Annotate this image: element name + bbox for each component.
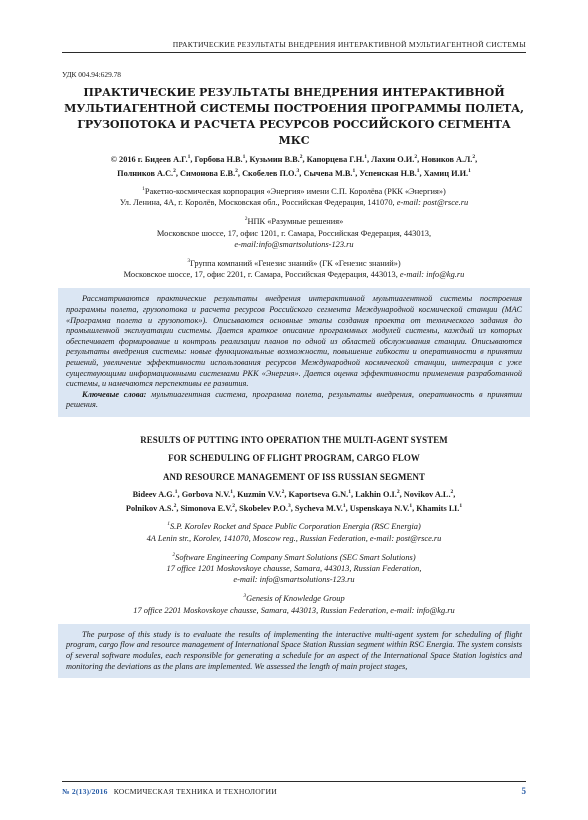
author: Бидеев А.Г.$^1$, (144, 154, 193, 164)
author: Новиков А.Л.$^2$, (421, 154, 478, 164)
page-number: 5 (521, 786, 526, 796)
issue-number: № 2(13)/2016 (62, 787, 108, 796)
en-title (62, 431, 526, 487)
running-head: ПРАКТИЧЕСКИЕ РЕЗУЛЬТАТЫ ВНЕДРЕНИЯ ИНТЕРАКТИВНОЙ МУЛЬТИАГЕНТНОЙ СИСТЕМЫ (62, 40, 526, 53)
author: Lakhin O.I.$^2$, (355, 489, 402, 500)
author: Симонова Е.В.$^2$, (180, 167, 240, 178)
author: Sycheva M.V.$^1$, (294, 503, 348, 513)
author: Novikov A.L.$^2$, (403, 489, 456, 500)
journal-info (62, 787, 277, 796)
journal-name: КОСМИЧЕСКАЯ ТЕХНИКА И ТЕХНОЛОГИИ (113, 787, 277, 796)
ru-affiliation-2: $^2$НПК «Разумные решения» Московское шоссе, 17, офис 1201, г. Самара, Российская Федерация, 443013, e-mail:info@smartsolutions-123.ru (62, 216, 526, 250)
en-affiliation-2: $^2$Software Engineering Company Smart Solutions (SEC Smart Solutions) 17 office 1201 Moskovskoye chausse, Samara, 443013, Russian Federation, e-mail: info@smartsolutions-123.ru (166, 552, 422, 585)
en-abstract (58, 624, 530, 678)
en-title-line: AND RESOURCE MANAGEMENT OF ISS RUSSIAN SEGMENT (162, 471, 425, 482)
ru-title-line: ПРАКТИЧЕСКИЕ РЕЗУЛЬТАТЫ ВНЕДРЕНИЯ ИНТЕРАКТИВНОЙ (83, 86, 505, 99)
en-affiliation-1: $^1$S.P. Korolev Rocket and Space Public Corporation Energia (RSC Energia) 4A Lenin str., Korolev, 141070, Moscow reg., Russian Federation, e-mail: post@rsce.ru (146, 521, 442, 543)
author: Скобелев П.О.$^3$, (242, 167, 302, 178)
author: Горбова Н.В.$^1$, (194, 154, 248, 164)
en-affiliation-3: $^3$Genesis of Knowledge Group 17 office 2201 Moskovskoye chausse, Samara, 443013, Russian Federation, e-mail: info@kg.ru (133, 593, 455, 615)
author: Успенская Н.В.$^1$, (359, 167, 422, 178)
ru-keywords: Ключевые слова: мультиагентная система, программа полета, результаты внедрения, оперативность в принятии решения. (66, 389, 522, 410)
ru-authors (62, 153, 526, 180)
ru-abstract-text: Рассматриваются практические результаты внедрения интерактивной мультиагентной системы построения программы полета, грузопотока и расчета ресурсов Российского сегмента Международной космической станции (МАС «Программа полета и грузопоток»). Описываются основные этапы создания проекта от технического задания до промышленной эксплуатации системы. Дается краткое описание программных модулей системы, каждый из которых обеспечивает формирование и контроль реализации планов по одной из областей обслуживания станции. Описываются результаты внедрения системы: новые функциональные возможности, повышение гибкости и оперативности в принятии решений, увеличение эффективности использования ресурсов Международной космической станции, интеграция с уже существующими информационными системами РКК «Энергия». Дается оценка эффективности применения разработанной системы, и намечаются перспективы ее развития. (66, 294, 522, 389)
author: Полников А.С.$^2$, (117, 167, 178, 178)
author: Uspenskaya N.V.$^1$, (349, 503, 415, 513)
en-title-line: FOR SCHEDULING OF FLIGHT PROGRAM, CARGO FLOW (168, 453, 420, 464)
author: Kuzmin V.V.$^2$, (237, 489, 287, 500)
article-page (62, 70, 526, 692)
page-footer (62, 781, 526, 796)
ru-affiliation-3: $^3$Группа компаний «Генезис знаний» (ГК «Генезис знаний») Московское шоссе, 17, офис 2201, г. Самара, Российская Федерация, 443013, e-mail: info@kg.ru (123, 258, 465, 280)
ru-title-line: ГРУЗОПОТОКА И РАСЧЕТА РЕСУРСОВ РОССИЙСКОГО СЕГМЕНТА МКС (77, 118, 511, 147)
udc-code: УДК 004.94:629.78 (62, 70, 122, 79)
author: Bideev A.G.$^1$, (132, 489, 180, 500)
author: Gorbova N.V.$^1$, (181, 489, 236, 500)
author: Skobelev P.O.$^3$, (239, 503, 293, 513)
author: Kaportseva G.N.$^1$, (288, 489, 354, 500)
author: Капорцева Г.Н.$^1$, (306, 154, 370, 164)
ru-abstract (58, 288, 530, 417)
author: Лахин О.И.$^2$, (371, 154, 420, 164)
en-title-line: RESULTS OF PUTTING INTO OPERATION THE MULTI-AGENT SYSTEM (140, 434, 448, 445)
email-link[interactable]: e-mail: post@rsce.ru (396, 198, 469, 208)
author: Хамиц И.И.$^1$ (423, 167, 471, 178)
email-link[interactable]: e-mail:info@smartsolutions-123.ru (234, 239, 354, 249)
en-authors (62, 488, 526, 515)
ru-title-line: МУЛЬТИАГЕНТНОЙ СИСТЕМЫ ПОСТРОЕНИЯ ПРОГРАММЫ ПОЛЕТА, (64, 102, 524, 115)
author: Кузьмин В.В.$^2$, (249, 154, 305, 164)
copyright-year: © 2016 г. (110, 155, 143, 164)
en-abstract-text: The purpose of this study is to evaluate the results of implementing the interactive multi-agent system for scheduling of flight program, cargo flow and resource management of International Space Station Russian segment within RSC Energia. The system consists of several software modules, each responsible for generating a schedule for an aspect of the International Space Station logistics and monitoring the deviations as the plans are implemented. We assessed the length of main project stages, (66, 629, 522, 671)
author: Polnikov A.S.$^2$, (125, 503, 179, 513)
ru-affiliation-1: $^1$Ракетно-космическая корпорация «Энергия» имени С.П. Королёва (РКК «Энергия») Ул. Ленина, 4А, г. Королёв, Московская обл., Российская Федерация, 141070, e-mail: post@rsce.ru (119, 186, 469, 208)
email-link[interactable]: e-mail: info@kg.ru (399, 270, 465, 280)
author: Simonova E.V.$^2$, (180, 503, 238, 513)
author: Сычева М.В.$^1$, (303, 167, 358, 178)
author: Khamits I.I.$^1$ (416, 503, 463, 513)
ru-title (62, 85, 526, 149)
